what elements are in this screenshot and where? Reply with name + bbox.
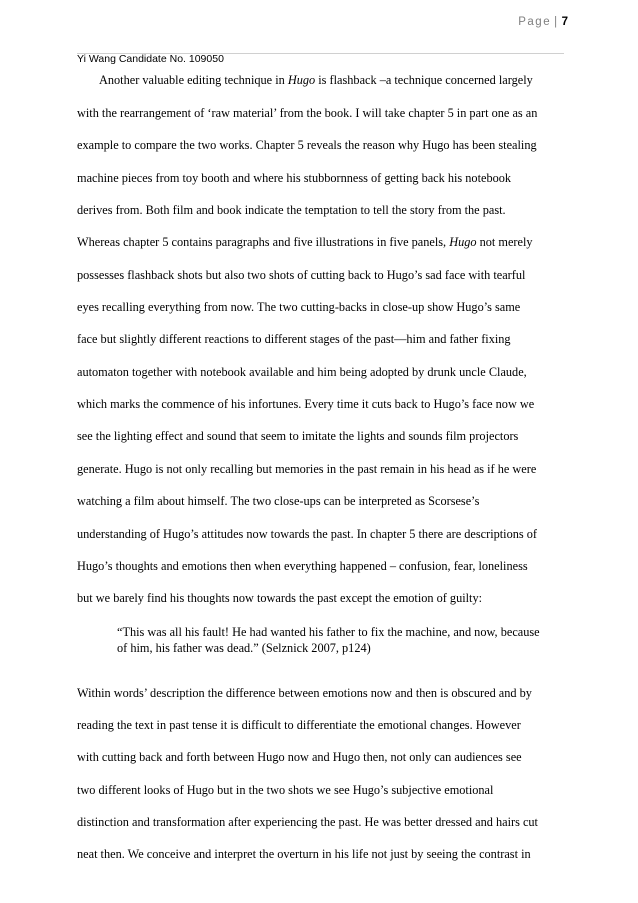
block-quote-line: of him, his father was dead.” (Selznick 2007, p124) <box>117 641 371 655</box>
block-quote-line: “This was all his fault! He had wanted his father to fix the machine, and now, because <box>117 625 540 639</box>
paragraph-line: possesses flashback shots but also two shots of cutting back to Hugo’s sad face with tearful <box>77 268 526 282</box>
paragraph-line: understanding of Hugo’s attitudes now towards the past. In chapter 5 there are descriptions of <box>77 527 537 541</box>
paragraph-line: derives from. Both film and book indicate the temptation to tell the story from the past. <box>77 203 506 217</box>
paragraph-line: but we barely find his thoughts now towards the past except the emotion of guilty: <box>77 591 483 605</box>
paragraph-line: neat then. We conceive and interpret the overturn in his life not just by seeing the contrast in <box>77 847 531 861</box>
paragraph-line: distinction and transformation after experiencing the past. He was better dressed and hairs cut <box>77 815 538 829</box>
page-number-header <box>518 16 568 28</box>
paragraph-line: automaton together with notebook available and him being adopted by drunk uncle Claude, <box>77 365 527 379</box>
paragraph-line: example to compare the two works. Chapter 5 reveals the reason why Hugo has been stealing <box>77 138 537 152</box>
paragraph-line: reading the text in past tense it is difficult to differentiate the emotional changes. However <box>77 718 521 732</box>
paragraph-line: Within words’ description the difference between emotions now and then is obscured and by <box>77 686 532 700</box>
paragraph-line: machine pieces from toy booth and where his stubbornness of getting back his notebook <box>77 171 512 185</box>
paragraph-line: two different looks of Hugo but in the two shots we see Hugo’s subjective emotional <box>77 783 494 797</box>
page-number: 7 <box>561 16 568 28</box>
paragraph-line: generate. Hugo is not only recalling but memories in the past remain in his head as if he were <box>77 462 537 476</box>
paragraph-line: Hugo’s thoughts and emotions then when everything happened – confusion, fear, loneliness <box>77 559 528 573</box>
paragraph-line: eyes recalling everything from now. The two cutting-backs in close-up show Hugo’s same <box>77 300 521 314</box>
paragraph-line: Whereas chapter 5 contains paragraphs and five illustrations in five panels, Hugo not merely <box>77 235 533 249</box>
page-label: Page <box>518 16 552 28</box>
paragraph-line: with the rearrangement of ‘raw material’ from the book. I will take chapter 5 in part one as an <box>77 106 538 120</box>
paragraph-line: see the lighting effect and sound that seem to imitate the lights and sounds film projectors <box>77 429 519 443</box>
paragraph-line: face but slightly different reactions to different stages of the past—him and father fixing <box>77 332 511 346</box>
header-separator: | <box>554 16 559 28</box>
paragraph-line: which marks the commence of his infortunes. Every time it cuts back to Hugo’s face now we <box>77 397 535 411</box>
paragraph-line: watching a film about himself. The two close-ups can be interpreted as Scorsese’s <box>77 494 480 508</box>
paragraph-line: Another valuable editing technique in Hugo is flashback –a technique concerned largely <box>99 73 533 87</box>
author-line: Yi Wang Candidate No. 109050 <box>77 53 224 65</box>
paragraph-line: with cutting back and forth between Hugo now and Hugo then, not only can audiences see <box>77 750 522 764</box>
